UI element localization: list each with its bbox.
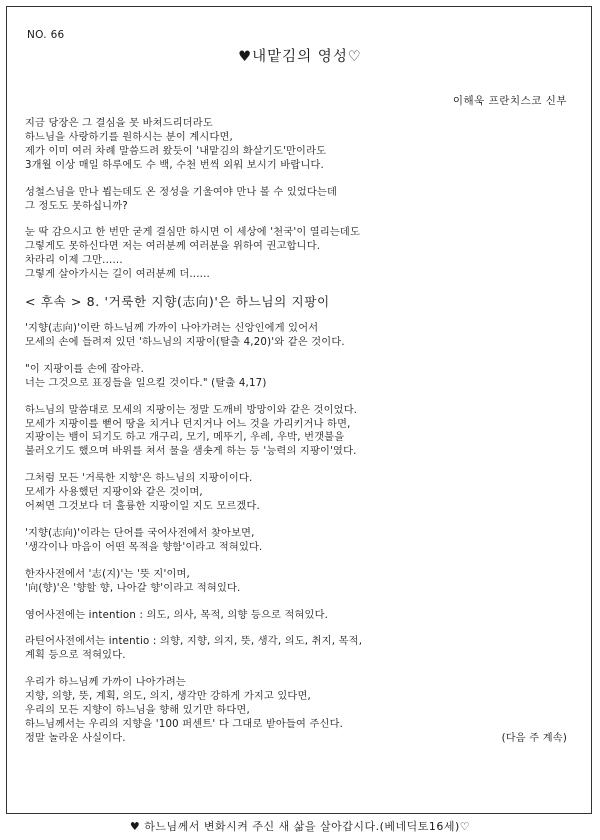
text-line: 3개월 이상 매일 하루에도 수 백, 수천 번씩 외워 보시기 바랍니다. xyxy=(25,159,324,171)
text-line: 너는 그것으로 표징들을 일으킬 것이다." (탈출 4,17) xyxy=(25,377,267,389)
text-line: 우리가 하느님께 가까이 나아가려는 xyxy=(25,677,186,689)
final-paragraph xyxy=(25,676,585,746)
text-line: 정말 놀라운 사실이다. xyxy=(25,732,126,744)
page-frame xyxy=(6,6,592,814)
text-line: 눈 딱 감으시고 한 번만 굳게 결심만 하시면 이 세상에 '천국'이 열리는데도 xyxy=(25,227,361,239)
section-heading: < 후속 > 8. '거룩한 지향(志向)'은 하느님의 지팡이 xyxy=(25,294,330,310)
paragraph xyxy=(25,635,585,663)
text-line: 하느님의 말씀대로 모세의 지팡이는 정말 도깨비 방망이와 같은 것이었다. xyxy=(25,404,358,416)
text-line: 불러오기도 했으며 바위를 쳐서 물을 샘솟게 하는 등 '능력의 지팡이'였다. xyxy=(25,446,357,458)
text-line: '생각이나 마음이 어떤 목적을 향함'이라고 적혀있다. xyxy=(25,541,263,553)
paragraph xyxy=(25,472,585,514)
text-line: 영어사전에는 intention : 의도, 의사, 목적, 의향 등으로 적혀있다. xyxy=(25,609,329,621)
author-line: 이해욱 프란치스코 신부 xyxy=(452,95,567,107)
text-line: '지향(志向)'이라는 단어를 국어사전에서 찾아보면, xyxy=(25,527,255,539)
text-line: 제가 이미 여러 차례 말씀드려 왔듯이 '내맡김의 화살기도'만이라도 xyxy=(25,145,327,157)
scripture-quote xyxy=(25,363,585,391)
intro-paragraph xyxy=(25,226,585,282)
text-line: 지팡이는 뱀이 되기도 하고 개구리, 모기, 메뚜기, 우레, 우박, 번갯불을 xyxy=(25,432,345,444)
text-line: 그렇게도 못하신다면 저는 여러분께 여러분을 위하여 권고합니다. xyxy=(25,241,321,253)
text-line: 성철스님을 만나 뵙는데도 온 정성을 기울여야 만나 볼 수 있었다는데 xyxy=(25,186,338,198)
article-body xyxy=(25,117,585,759)
text-line: 모세의 손에 들려져 있던 '하느님의 지팡이(탈출 4,20)'와 같은 것이다. xyxy=(25,336,345,348)
text-line: 어쩌면 그것보다 더 훌륭한 지팡이일 지도 모르겠다. xyxy=(25,501,260,513)
text-line: "이 지팡이를 손에 잡아라. xyxy=(25,363,145,375)
text-line: 지향, 의향, 뜻, 계획, 의도, 의지, 생각만 강하게 가지고 있다면, xyxy=(25,691,311,703)
paragraph xyxy=(25,404,585,460)
text-line: '向(향)'은 '향할 향, 나아갈 향'이라고 적혀있다. xyxy=(25,582,241,594)
text-line: 하느님을 사랑하기를 원하시는 분이 계시다면, xyxy=(25,131,233,143)
intro-paragraph xyxy=(25,186,585,214)
footer-quote: ♥ 하느님께서 변화시켜 주신 새 삶을 살아갑시다.(베네딕토16세)♡ xyxy=(129,820,471,833)
text-line: 한자사전에서 '志(지)'는 '뜻 지'이며, xyxy=(25,568,190,580)
page-title: ♥내맡김의 영성♡ xyxy=(238,49,362,65)
continued-note: (다음 주 계속) xyxy=(501,732,567,744)
text-line: 그처럼 모든 '거룩한 지향'은 하느님의 지팡이이다. xyxy=(25,473,253,485)
text-line: 계획 등으로 적혀있다. xyxy=(25,650,126,662)
text-line: 그렇게 살아가시는 길이 여러분께 더...... xyxy=(25,269,210,281)
text-line: 지금 당장은 그 결심을 못 바쳐드리더라도 xyxy=(25,118,213,129)
text-line: 차라리 이제 그만...... xyxy=(25,255,123,267)
text-line: 모세가 지팡이를 뻗어 땅을 치거나 던지거나 어느 것을 가리키거나 하면, xyxy=(25,418,351,430)
text-line: 라틴어사전에서는 intentio : 의향, 지향, 의지, 뜻, 생각, 의도, 취지, 목적, xyxy=(25,636,363,648)
text-line: 하느님께서는 우리의 지향을 '100 퍼센트' 다 그대로 받아들여 주신다. xyxy=(25,719,344,730)
text-line: 그 정도도 못하십니까? xyxy=(25,200,128,212)
paragraph xyxy=(25,609,585,623)
text-line: 우리의 모든 지향이 하느님을 향해 있기만 하다면, xyxy=(25,705,250,717)
paragraph xyxy=(25,568,585,596)
text-line: '지향(志向)'이란 하느님께 가까이 나아가려는 신앙인에게 있어서 xyxy=(25,322,319,334)
text-line: 모세가 사용했던 지팡이와 같은 것이며, xyxy=(25,487,203,499)
paragraph xyxy=(25,527,585,555)
paragraph xyxy=(25,322,585,350)
issue-number: NO. 66 xyxy=(27,29,65,41)
intro-paragraph xyxy=(25,117,585,173)
